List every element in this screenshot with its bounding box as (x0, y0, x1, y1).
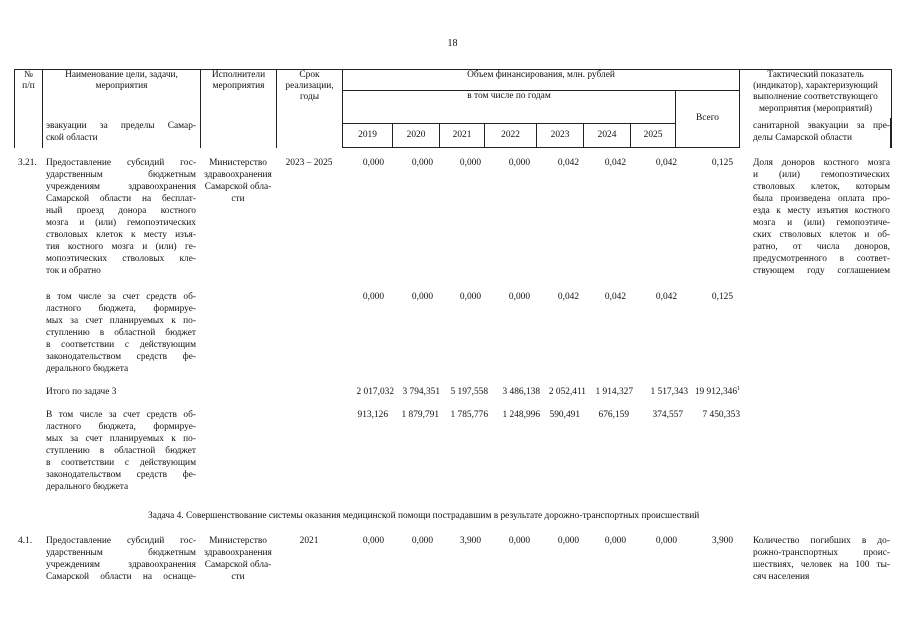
section-title: Задача 4. Совершенствование системы оказания медицинской помощи пострадавшим в результате дорожно-транспортных происшествий (148, 511, 700, 521)
text-line: делы Самарской области (753, 133, 853, 143)
text-line: стволовых клеток к месту изъя- (46, 230, 196, 240)
row-term: 2021 (299, 536, 319, 546)
cell-value: 3,900 (459, 536, 481, 546)
text-line: здравоохранения (204, 548, 272, 558)
cell-value: 0,000 (508, 158, 530, 168)
page-number: 18 (447, 38, 458, 49)
header-indicator-text: Тактический показатель (индикатор), характеризующий выполнение соответствующего мероприятия (мероприятий) (753, 70, 878, 114)
cell-value: 0,042 (655, 292, 677, 302)
header-year: 2022 (485, 123, 537, 147)
cell-value: 0,042 (604, 292, 626, 302)
cell-value: 0,000 (411, 292, 433, 302)
text-line: Предоставление субсидий гос- (46, 536, 196, 546)
header-by-years: в том числе по годам (343, 91, 676, 124)
cell-value: 0,042 (557, 292, 579, 302)
text-line: сти (231, 194, 245, 204)
cell-value: 0,000 (362, 158, 384, 168)
cell-value: 0,000 (604, 536, 626, 546)
header-term-text: Срок реализации, годы (285, 70, 334, 103)
text-line: рожно-транспортных проис- (753, 548, 890, 558)
header-total: Всего (676, 91, 740, 148)
text-line: ударственным бюджетным (46, 548, 196, 558)
text-line: мозга и (или) гемопоэтических (46, 218, 196, 228)
cell-value: 1 785,776 (450, 410, 488, 420)
cell-value: 5 197,558 (450, 387, 488, 397)
text-line: законодательством средств фе- (46, 352, 196, 362)
text-line: дерального бюджета (46, 482, 129, 492)
text-line: Предоставление субсидий гос- (46, 158, 196, 168)
cell-value: 590,491 (549, 410, 580, 420)
text-line: ный проезд донора костного (46, 206, 196, 216)
text-line: Самарской обла- (204, 560, 272, 570)
cell-value: 1 914,327 (595, 387, 633, 397)
table-border (200, 118, 201, 148)
text-line: Самарской области на бесплат- (46, 194, 196, 204)
table-border (890, 118, 891, 148)
cell-value: 0,000 (411, 158, 433, 168)
text-line: мых за счет планируемых к по- (46, 316, 196, 326)
cell-total: 7 450,353 (702, 410, 740, 420)
text-line: Министерство (209, 536, 267, 546)
cell-value: 1 517,343 (650, 387, 688, 397)
cell-value: 0,000 (557, 536, 579, 546)
cell-value: 2 017,032 (356, 387, 394, 397)
cell-value: 913,126 (357, 410, 388, 420)
table-border (276, 118, 277, 148)
header-year: 2025 (631, 123, 676, 147)
cell-value: 2 052,411 (548, 387, 586, 397)
header-num-text: № п/п (22, 70, 35, 92)
cell-value: 0,000 (508, 536, 530, 546)
header-year: 2019 (343, 123, 393, 147)
table-border (42, 118, 43, 148)
text-line: Самарской области на оснаще- (46, 572, 196, 582)
text-line: ступлению в областной бюджет (46, 328, 196, 338)
header-num (15, 70, 43, 148)
text-line: тия костного мозга и (или) ге- (46, 242, 196, 252)
text-line: езда к месту изъятия костного (753, 206, 890, 216)
table-border (14, 118, 15, 148)
cell-value: 676,159 (598, 410, 629, 420)
text-line: ратно, от числа доноров, (753, 242, 890, 252)
row-number: 3.21. (18, 158, 37, 168)
footnote-mark: 1 (737, 385, 740, 392)
text-line: сяч населения (753, 572, 810, 582)
header-financing: Объем финансирования, млн. рублей (343, 70, 740, 91)
header-year: 2023 (537, 123, 584, 147)
text-line: в соответствии с действующим (46, 340, 196, 350)
cell-value: 1 879,791 (401, 410, 439, 420)
cell-total: 0,125 (711, 292, 733, 302)
cell-value: 0,000 (362, 536, 384, 546)
text-line: ударственным бюджетным (46, 170, 196, 180)
text-line: предусмотренного в соответ- (753, 254, 890, 264)
row-term: 2023 – 2025 (285, 158, 333, 168)
header-term (277, 70, 343, 148)
text-line: и (или) гемопоэтических (753, 170, 890, 180)
cell-value: 0,000 (411, 536, 433, 546)
row-number: 4.1. (18, 536, 33, 546)
total-value: 19 912,346 (694, 387, 737, 397)
text-line: ступлению в областной бюджет (46, 446, 196, 456)
text-line: Министерство (209, 158, 267, 168)
text-line: сти (231, 572, 245, 582)
cell-total: 3,900 (711, 536, 733, 546)
header-year: 2020 (393, 123, 440, 147)
cell-value: 3 794,351 (402, 387, 440, 397)
text-line: мопоэтических стволовых кле- (46, 254, 196, 264)
cell-total: 0,125 (711, 158, 733, 168)
text-line: дерального бюджета (46, 364, 129, 374)
text-line: мых за счет планируемых к по- (46, 434, 196, 444)
header-executors (201, 70, 277, 148)
cell-value: 0,000 (459, 292, 481, 302)
header-year: 2024 (584, 123, 631, 147)
text-line: здравоохранения (204, 170, 272, 180)
text-line: учреждениям здравоохранения (46, 182, 196, 192)
text-line: в соответствии с действующим (46, 458, 196, 468)
text-line: ствующем году соглашением (753, 266, 890, 276)
cell-value: 1 248,996 (502, 410, 540, 420)
text-line: ской области (46, 133, 98, 143)
cell-value: 0,042 (655, 158, 677, 168)
text-line: Количество погибших в до- (753, 536, 890, 546)
cell-value: 374,557 (652, 410, 683, 420)
table-border (342, 118, 343, 148)
cell-value: 0,000 (362, 292, 384, 302)
text-line: ластного бюджета, формируе- (46, 304, 196, 314)
header-year: 2021 (440, 123, 485, 147)
text-line: в том числе за счет средств об- (46, 292, 196, 302)
text-line: учреждениям здравоохранения (46, 560, 196, 570)
cell-value: 0,000 (655, 536, 677, 546)
cell-value: 0,042 (604, 158, 626, 168)
text-line: Доля доноров костного мозга (753, 158, 890, 168)
text-line: санитарной эвакуации за пре- (753, 121, 890, 131)
text-line: Самарской обла- (204, 182, 272, 192)
text-line: шествиях, человек на 100 ты- (753, 560, 890, 570)
row-name: Итого по задаче 3 (46, 387, 117, 397)
cell-value: 0,042 (557, 158, 579, 168)
header-executors-text: Исполнители мероприятия (211, 70, 266, 92)
cell-value: 3 486,138 (502, 387, 540, 397)
text-line: эвакуации за пределы Самар- (46, 121, 196, 131)
text-line: законодательством средств фе- (46, 470, 196, 480)
text-line: была произведена оплата про- (753, 194, 890, 204)
text-line: ских стволовых клеток и об- (753, 230, 890, 240)
cell-value: 0,000 (508, 292, 530, 302)
cell-value: 0,000 (459, 158, 481, 168)
text-line: мозга и (или) гемопоэтиче- (753, 218, 890, 228)
cell-total (675, 387, 740, 398)
table-border (739, 118, 740, 148)
header-name-text: Наименование цели, задачи, мероприятия (65, 70, 178, 92)
text-line: ластного бюджета, формируе- (46, 422, 196, 432)
text-line: стволовых клеток, которым (753, 182, 890, 192)
text-line: ток и обратно (46, 266, 101, 276)
text-line: В том числе за счет средств об- (46, 410, 196, 420)
